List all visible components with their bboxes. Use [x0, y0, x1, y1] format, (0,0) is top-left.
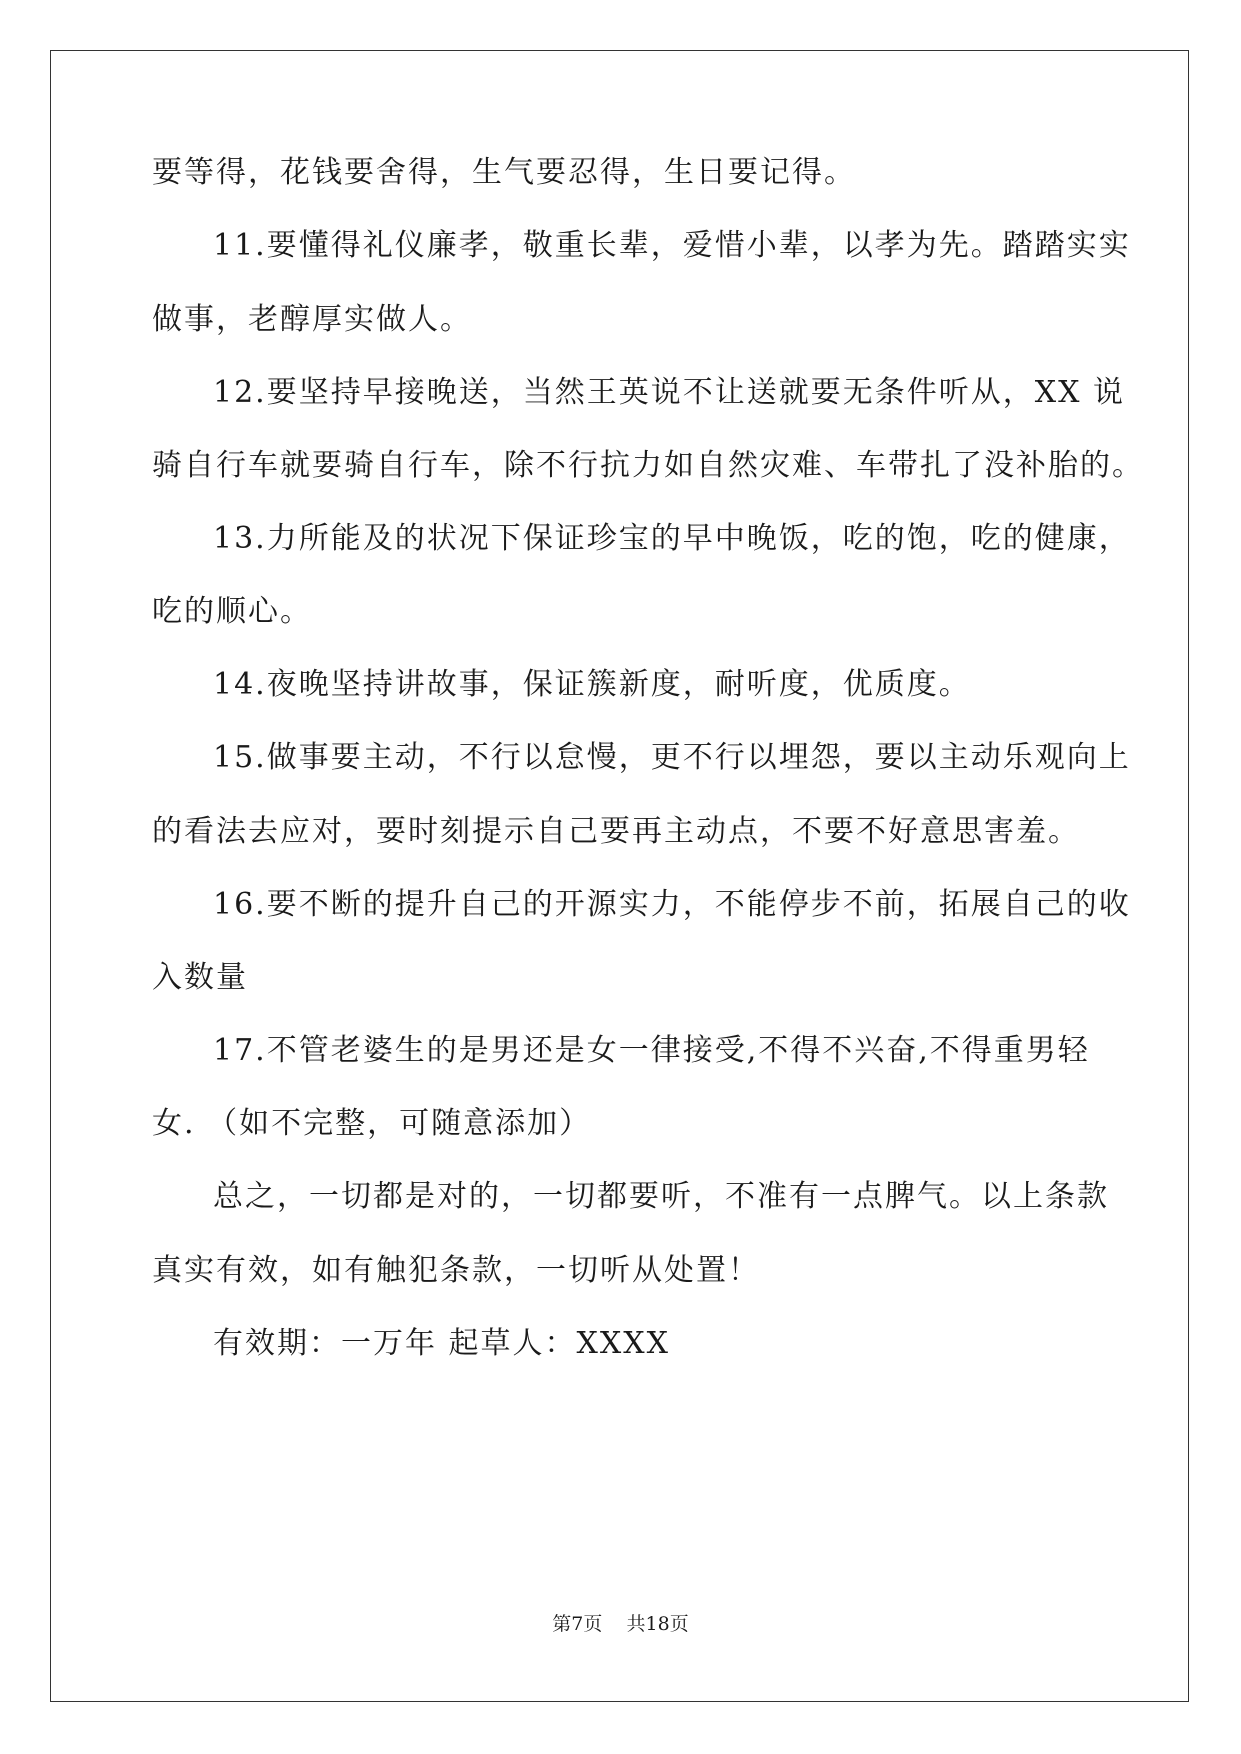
text-line-11: 16.要不断的提升自己的开源实力，不能停步不前，拓展自己的收 — [213, 887, 1131, 922]
page-border — [50, 50, 1189, 1702]
text-line-16: 真实有效，如有触犯条款，一切听从处置！ — [152, 1253, 760, 1288]
text-line-3: 做事，老醇厚实做人。 — [152, 302, 472, 337]
text-line-6: 13.力所能及的状况下保证珍宝的早中晚饭，吃的饱，吃的健康， — [213, 521, 1131, 556]
text-line-4: 12.要坚持早接晚送，当然王英说不让送就要无条件听从，XX 说 — [213, 375, 1125, 410]
text-line-8: 14.夜晚坚持讲故事，保证簇新度，耐听度，优质度。 — [213, 667, 971, 702]
page-number: 第7页 共18页 — [552, 1613, 689, 1635]
text-line-13: 17.不管老婆生的是男还是女一律接受,不得不兴奋,不得重男轻 — [213, 1033, 1090, 1068]
text-line-10: 的看法去应对，要时刻提示自己要再主动点，不要不好意思害羞。 — [152, 814, 1080, 849]
text-line-14: 女. （如不完整，可随意添加） — [152, 1106, 592, 1141]
page-footer — [0, 1612, 1241, 1636]
text-line-17: 有效期：一万年 起草人：XXXX — [213, 1326, 670, 1361]
text-line-15: 总之，一切都是对的，一切都要听，不准有一点脾气。以上条款 — [213, 1179, 1109, 1214]
text-line-12: 入数量 — [152, 960, 248, 995]
text-line-1: 要等得，花钱要舍得，生气要忍得，生日要记得。 — [152, 155, 856, 190]
text-line-7: 吃的顺心。 — [152, 594, 312, 629]
text-line-9: 15.做事要主动，不行以怠慢，更不行以埋怨，要以主动乐观向上 — [213, 740, 1131, 775]
text-line-5: 骑自行车就要骑自行车，除不行抗力如自然灾难、车带扎了没补胎的。 — [152, 448, 1144, 483]
text-line-2: 11.要懂得礼仪廉孝，敬重长辈，爱惜小辈，以孝为先。踏踏实实 — [213, 228, 1131, 263]
